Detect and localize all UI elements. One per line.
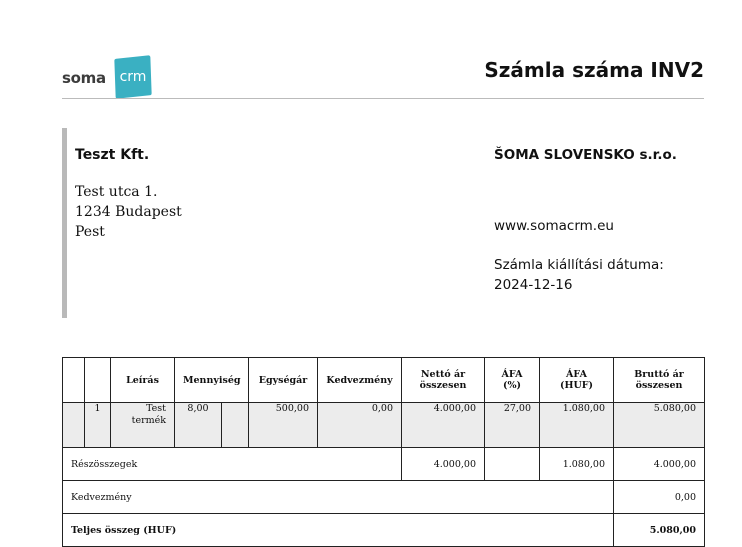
- buyer-address-line: Pest: [75, 224, 105, 240]
- header-vat-pct: ÁFA (%): [485, 358, 540, 403]
- header-cell-blank: [63, 358, 85, 403]
- total-row: [63, 514, 705, 547]
- item-index: 1: [85, 403, 111, 448]
- discount-value: 0,00: [614, 481, 705, 514]
- item-discount: 0,00: [318, 403, 402, 448]
- seller-website: www.somacrm.eu: [494, 218, 614, 234]
- table-row: [63, 403, 705, 448]
- item-net-total: 4.000,00: [402, 403, 485, 448]
- buyer-name: Teszt Kft.: [75, 147, 150, 163]
- subtotal-label: Részösszegek: [63, 448, 402, 481]
- subtotal-vat-huf: 1.080,00: [540, 448, 614, 481]
- item-unit: [222, 403, 249, 448]
- issue-date: 2024-12-16: [494, 277, 573, 293]
- buyer-accent-bar: [62, 128, 67, 318]
- subtotal-gross-total: 4.000,00: [614, 448, 705, 481]
- item-gross-total: 5.080,00: [614, 403, 705, 448]
- header-gross-total: Bruttó ár összesen: [614, 358, 705, 403]
- header-vat-huf: ÁFA (HUF): [540, 358, 614, 403]
- logo-text-crm: crm: [119, 69, 147, 85]
- logo-text-soma: soma: [62, 69, 106, 87]
- table-header-row: [63, 358, 705, 403]
- discount-row: [63, 481, 705, 514]
- issue-date-label: Számla kiállítási dátuma:: [494, 257, 664, 273]
- buyer-address-line: Test utca 1.: [75, 184, 158, 200]
- subtotal-vat-pct: [485, 448, 540, 481]
- buyer-address-line: 1234 Budapest: [75, 204, 182, 220]
- item-unit-price: 500,00: [249, 403, 318, 448]
- header-description: Leírás: [111, 358, 175, 403]
- item-vat-pct: 27,00: [485, 403, 540, 448]
- header-divider: [62, 98, 704, 99]
- item-quantity: 8,00: [175, 403, 222, 448]
- header-quantity: Mennyiség: [175, 358, 249, 403]
- subtotal-row: [63, 448, 705, 481]
- header-cell-index: [85, 358, 111, 403]
- invoice-title: Számla száma INV2: [484, 58, 704, 82]
- header-net-total: Nettó ár összesen: [402, 358, 485, 403]
- seller-name: ŠOMA SLOVENSKO s.r.o.: [494, 147, 677, 163]
- buyer-address: [75, 182, 182, 242]
- header-discount: Kedvezmény: [318, 358, 402, 403]
- item-cell-blank: [63, 403, 85, 448]
- item-description: Test termék: [111, 403, 175, 448]
- invoice-items-table: [62, 357, 705, 547]
- total-label: Teljes összeg (HUF): [63, 514, 614, 547]
- discount-label: Kedvezmény: [63, 481, 614, 514]
- total-value: 5.080,00: [614, 514, 705, 547]
- header-unit-price: Egységár: [249, 358, 318, 403]
- subtotal-net-total: 4.000,00: [402, 448, 485, 481]
- item-vat-huf: 1.080,00: [540, 403, 614, 448]
